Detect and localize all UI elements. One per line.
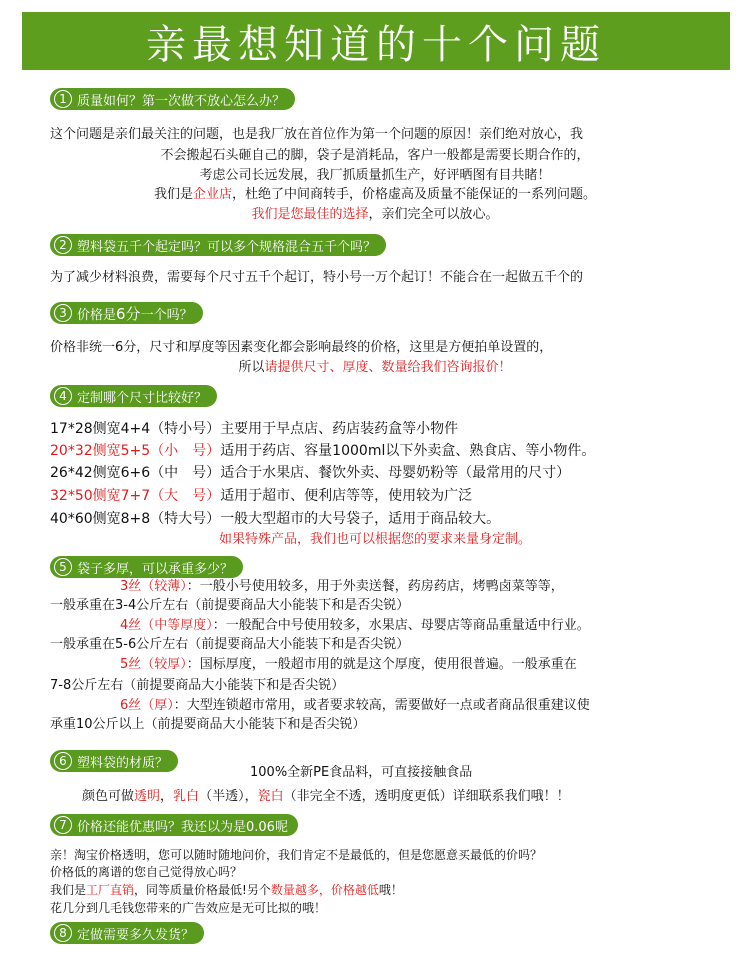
question-text: 定做需要多久发货？ [77,927,195,943]
thickness-line: 一般承重在5-6公斤左右（前提要商品大小能装下和是否尖锐） [50,637,410,652]
answer-line: 颜色可做透明，乳白（半透），瓷白（非完全不透，透明度更低）详细联系我们哦！！ [82,789,570,804]
size-row: 26*42侧宽6+6（中 号）适合于水果店、餐饮外卖、母婴奶粉等（最常用的尺寸） [50,465,571,481]
thickness-line: 承重10公斤以上（前提要商品大小能装下和是否尖锐） [50,717,366,732]
question-8-pill [50,922,204,944]
answer-line: 不会搬起石头砸自己的脚，袋子是消耗品，客户一般都是需要长期合作的， [160,148,590,163]
size-row: 20*32侧宽5+5（小 号）适用于药店、容量1000ml以下外卖盒、熟食店、等小物件。 [50,443,596,459]
answer-line: 价格低的离谱的您自己觉得放心吗？ [50,865,243,879]
size-row: 32*50侧宽7+7（大 号）适用于超市、便利店等等，使用较为广泛 [50,488,473,504]
question-text: 定制哪个尺寸比较好？ [77,390,208,406]
question-3-pill: 3 价格是 6分 一个吗？ [50,302,203,324]
answer-line: 我们是企业店，杜绝了中间商转手，价格虚高及质量不能保证的一系列问题。 [153,187,597,202]
question-number: 3 [54,304,72,322]
size-row: 17*28侧宽4+4（特小号）主要用于早点店、药店装药盒等小物件 [50,421,459,437]
question-text: 价格还能优惠吗？我还以为是0.06呢 [77,819,288,835]
answer-line: 考虑公司长远发展，我厂抓质量抓生产，好评晒图有目共睹！ [199,168,551,183]
question-number: 2 [54,236,72,254]
answer-line: 价格非统一6分，尺寸和厚度等因素变化都会影响最终的价格，这里是方便拍单设置的， [50,340,553,355]
question-4-pill [50,385,217,407]
question-5-pill [50,556,243,578]
answer-line: 为了减少材料浪费，需要每个尺寸五千个起订，特小号一万个起订！不能合在一起做五千个的 [50,270,584,285]
question-number: 7 [54,816,72,834]
question-text: 质量如何？第一次做不放心怎么办？ [77,93,286,109]
answer-line: 亲！淘宝价格透明，您可以随时随地问价，我们肯定不是最低的，但是您愿意买最低的价吗？ [50,848,543,862]
question-2-pill [50,234,386,256]
question-text: 塑料袋的材质？ [77,755,169,771]
thickness-line: 一般承重在3-4公斤左右（前提要商品大小能装下和是否尖锐） [50,598,410,613]
question-number: 4 [54,387,72,405]
highlight-text: 企业店 [192,187,232,202]
page-title: 亲最想知道的十个问题 [22,12,730,70]
question-6-pill [50,750,178,772]
thickness-line: 5丝（较厚）：国标厚度，一般超市用的就是这个厚度，使用很普遍。一般承重在 [120,657,577,672]
answer-line: 这个问题是亲们最关注的问题，也是我厂放在首位作为第一个问题的原因！亲们绝对放心，我 [50,127,584,142]
highlight-text: 请提供尺寸、厚度、数量给我们咨询报价！ [264,360,512,375]
highlight-text: 我们是您最佳的选择 [251,207,369,222]
question-number: 5 [54,558,72,576]
custom-note: 如果特殊产品，我们也可以根据您的要求来量身定制。 [218,532,531,547]
thickness-line: 3丝（较薄）：一般小号使用较多，用于外卖送餐，药房药店，烤鸭卤菜等等， [120,579,564,594]
question-text: 塑料袋五千个起定吗？可以多个规格混合五千个吗？ [77,239,377,255]
thickness-line: 4丝（中等厚度）：一般配合中号使用较多，水果店、母婴店等商品重量适中行业。 [120,618,590,633]
size-row: 40*60侧宽8+8（特大号）一般大型超市的大号袋子，适用于商品较大。 [50,511,501,527]
thickness-line: 6丝（厚）：大型连锁超市常用，或者要求较高，需要做好一点或者商品很重建议使 [120,698,590,713]
question-7-pill [50,814,298,836]
answer-line: 所以请提供尺寸、厚度、数量给我们咨询报价！ [238,360,512,375]
question-number: 1 [54,90,72,108]
question-number: 8 [54,924,72,942]
answer-line: 100%全新PE食品料，可直接接触食品 [250,765,473,780]
question-number: 6 [54,752,72,770]
answer-line: 花几分到几毛钱您带来的广告效应是无可比拟的哦！ [50,901,327,915]
answer-line: 我们是工厂直销，同等质量价格最低!另个数量越多，价格越低哦！ [50,883,403,897]
question-text: 袋子多厚，可以承重多少？ [77,561,234,577]
answer-line: 我们是您最佳的选择，亲们完全可以放心。 [251,207,499,222]
question-1-pill [50,88,295,110]
thickness-line: 7-8公斤左右（前提要商品大小能装下和是否尖锐） [50,678,345,693]
